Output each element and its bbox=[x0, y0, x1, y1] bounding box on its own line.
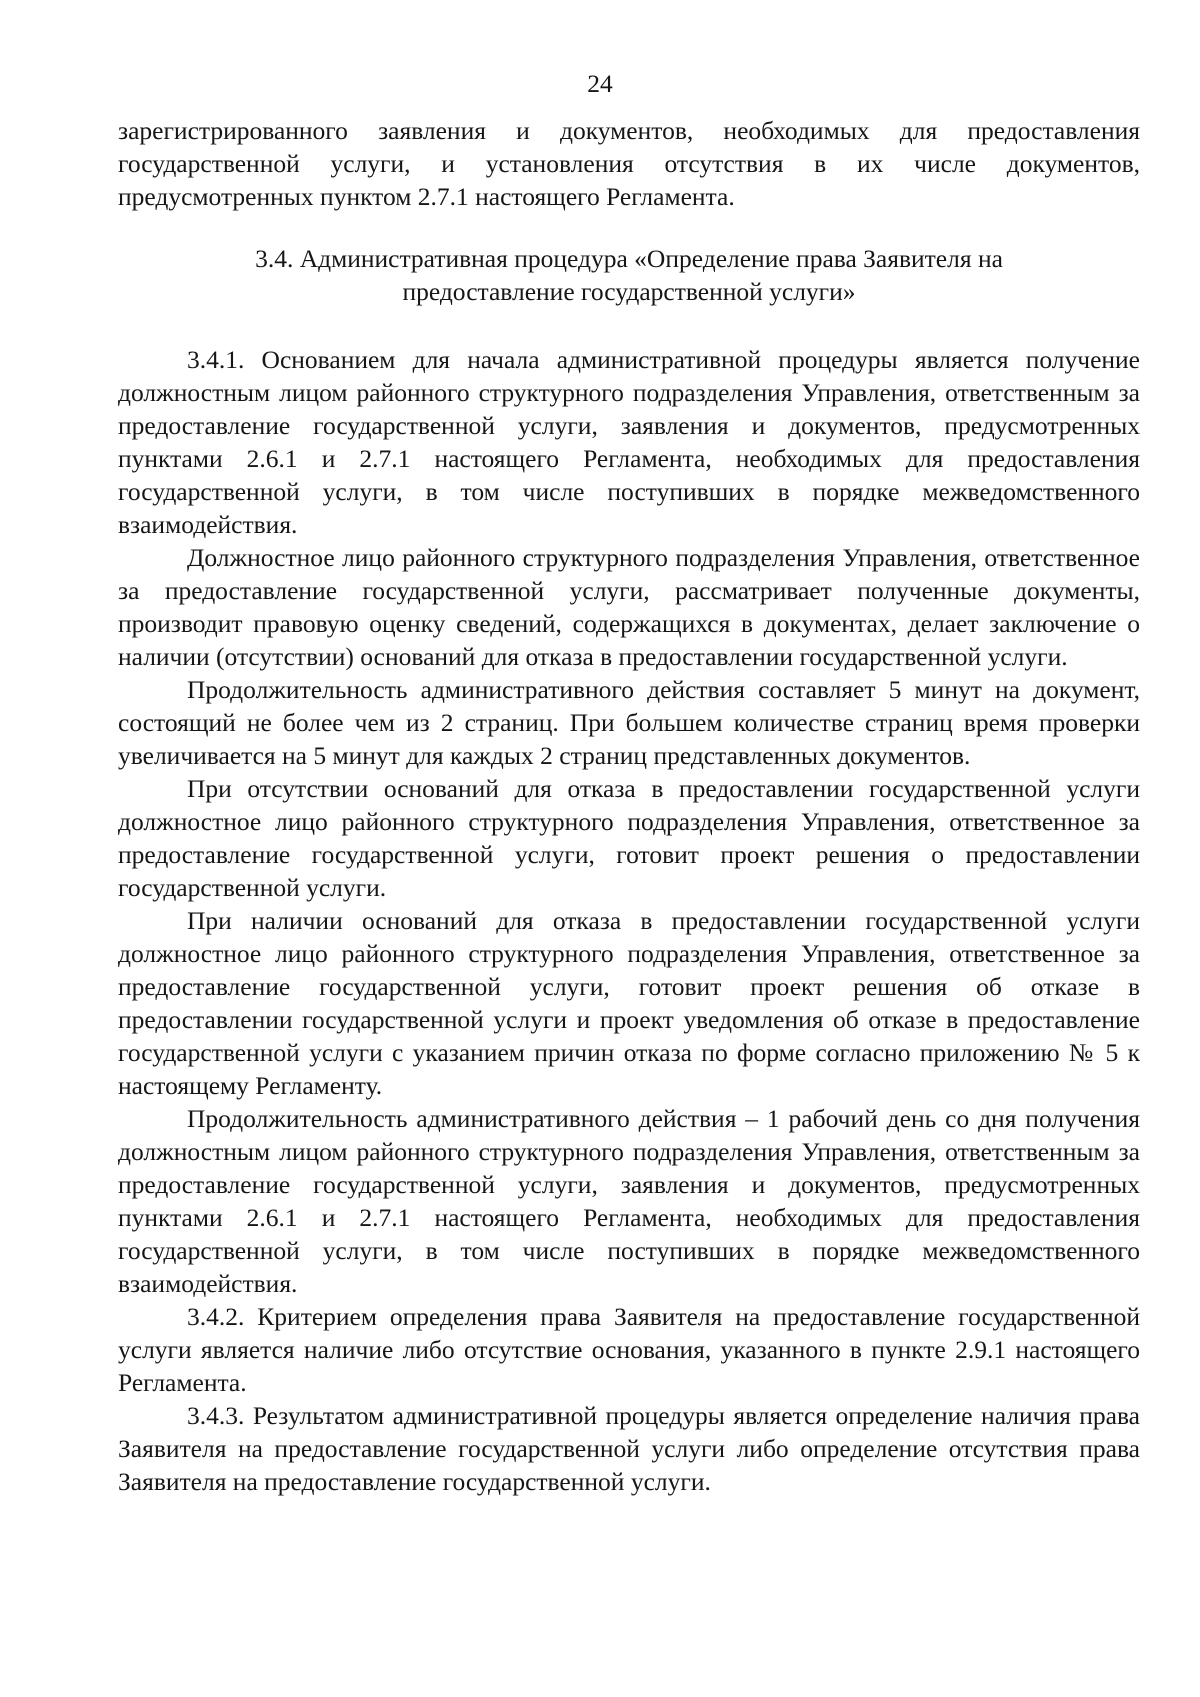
section-heading-line-2: предоставление государственной услуги» bbox=[402, 277, 856, 306]
section-heading bbox=[118, 242, 1140, 308]
paragraph-3-4-1: 3.4.1. Основанием для начала административной процедуры является получение должностным лицом районного структурного подразделения Управления, ответственным за предоставление государственной услуги, заявления и документов, предусмотренных пунктами 2.6.1 и 2.7.1 настоящего Регламента, необходимых для предоставления государственной услуги, в том числе поступивших в порядке межведомственного взаимодействия. bbox=[118, 345, 1140, 539]
section-heading-line-1: 3.4. Административная процедура «Определение права Заявителя на bbox=[255, 244, 1003, 273]
paragraph-review: Должностное лицо районного структурного подразделения Управления, ответственное за предоставление государственной услуги, рассматривает полученные документы, производит правовую оценку сведений, содержащихся в документах, делает заключение о наличии (отсутствии) оснований для отказа в предоставлении государственной услуги. bbox=[118, 543, 1140, 671]
paragraph-3-4-2: 3.4.2. Критерием определения права Заявителя на предоставление государственной услуги является наличие либо отсутствие основания, указанного в пункте 2.9.1 настоящего Регламента. bbox=[118, 1302, 1140, 1397]
paragraph-no-grounds: При отсутствии оснований для отказа в предоставлении государственной услуги должностное лицо районного структурного подразделения Управления, ответственное за предоставление государственной услуги, готовит проект решения о предоставлении государственной услуги. bbox=[118, 774, 1140, 902]
document-body bbox=[118, 114, 1140, 1498]
intro-paragraph: зарегистрированного заявления и документов, необходимых для предоставления государственной услуги, и установления отсутствия в их числе документов, предусмотренных пунктом 2.7.1 настоящего Регламента. bbox=[118, 116, 1140, 211]
paragraph-duration-decision: Продолжительность административного действия – 1 рабочий день со дня получения должностным лицом районного структурного подразделения Управления, ответственным за предоставление государственной услуги, заявления и документов, предусмотренных пунктами 2.6.1 и 2.7.1 настоящего Регламента, необходимых для предоставления государственной услуги, в том числе поступивших в порядке межведомственного взаимодействия. bbox=[118, 1104, 1140, 1298]
page-number: 24 bbox=[587, 69, 613, 98]
paragraph-grounds-for-refusal: При наличии оснований для отказа в предоставлении государственной услуги должностное лицо районного структурного подразделения Управления, ответственное за предоставление государственной услуги, готовит проект решения об отказе в предоставлении государственной услуги и проект уведомления об отказе в предоставление государственной услуги с указанием причин отказа по форме согласно приложению № 5 к настоящему Регламенту. bbox=[118, 906, 1140, 1100]
paragraph-3-4-3: 3.4.3. Результатом административной процедуры является определение наличия права Заявителя на предоставление государственной услуги либо определение отсутствия права Заявителя на предоставление государственной услуги. bbox=[118, 1401, 1140, 1496]
paragraph-duration-check: Продолжительность административного действия составляет 5 минут на документ, состоящий не более чем из 2 страниц. При большем количестве страниц время проверки увеличивается на 5 минут для каждых 2 страниц представленных документов. bbox=[118, 675, 1140, 770]
